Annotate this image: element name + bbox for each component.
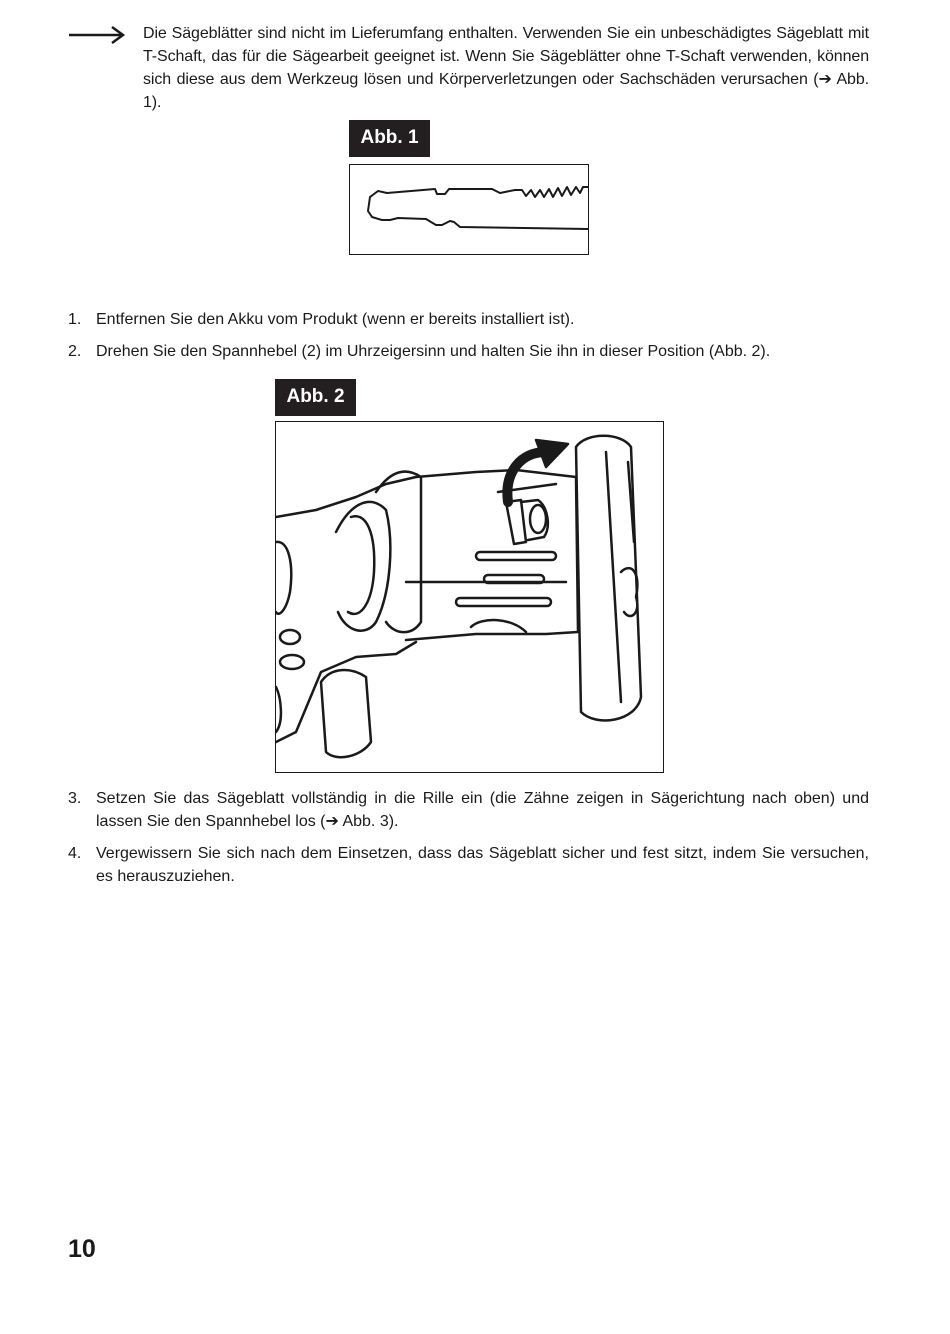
step-4 [68, 842, 869, 888]
note-text: Die Sägeblätter sind nicht im Lieferumfang enthalten. Verwenden Sie ein unbeschädigtes Sägeblatt mit T-Schaft, das für die Sägearbeit geeignet ist. Wenn Sie Sägeblätter ohne T-Schaft verwenden, können sich diese aus dem Werkzeug lösen und Körperverletzungen oder Sachschäden verursachen (➔ Abb. 1). [143, 25, 869, 111]
step-number: 4. [68, 845, 82, 862]
figure-1-label: Abb. 1 [349, 120, 430, 157]
step-text: Setzen Sie das Sägeblatt vollständig in die Rille ein (die Zähne zeigen in Sägerichtung nach oben) und lassen Sie den Spannhebel los (➔ Abb. 3). [96, 790, 869, 830]
figure-2-label: Abb. 2 [275, 379, 356, 416]
step-text: Entfernen Sie den Akku vom Produkt (wenn er bereits installiert ist). [96, 311, 575, 328]
step-2 [68, 340, 869, 363]
step-text: Vergewissern Sie sich nach dem Einsetzen, dass das Sägeblatt sicher und fest sitzt, indem Sie versuchen, es herauszuziehen. [96, 845, 869, 885]
step-text: Drehen Sie den Spannhebel (2) im Uhrzeigersinn und halten Sie ihn in dieser Position (Abb. 2). [96, 343, 771, 360]
step-3 [68, 787, 869, 833]
figure-2-saw-lever-illustration [275, 421, 664, 773]
page-number: 10 [68, 1235, 96, 1263]
step-number: 1. [68, 311, 82, 328]
step-number: 3. [68, 790, 82, 807]
figure-1-saw-blade-illustration [349, 164, 589, 255]
step-number: 2. [68, 343, 82, 360]
long-arrow-right-icon [68, 26, 126, 44]
step-1 [68, 308, 869, 331]
